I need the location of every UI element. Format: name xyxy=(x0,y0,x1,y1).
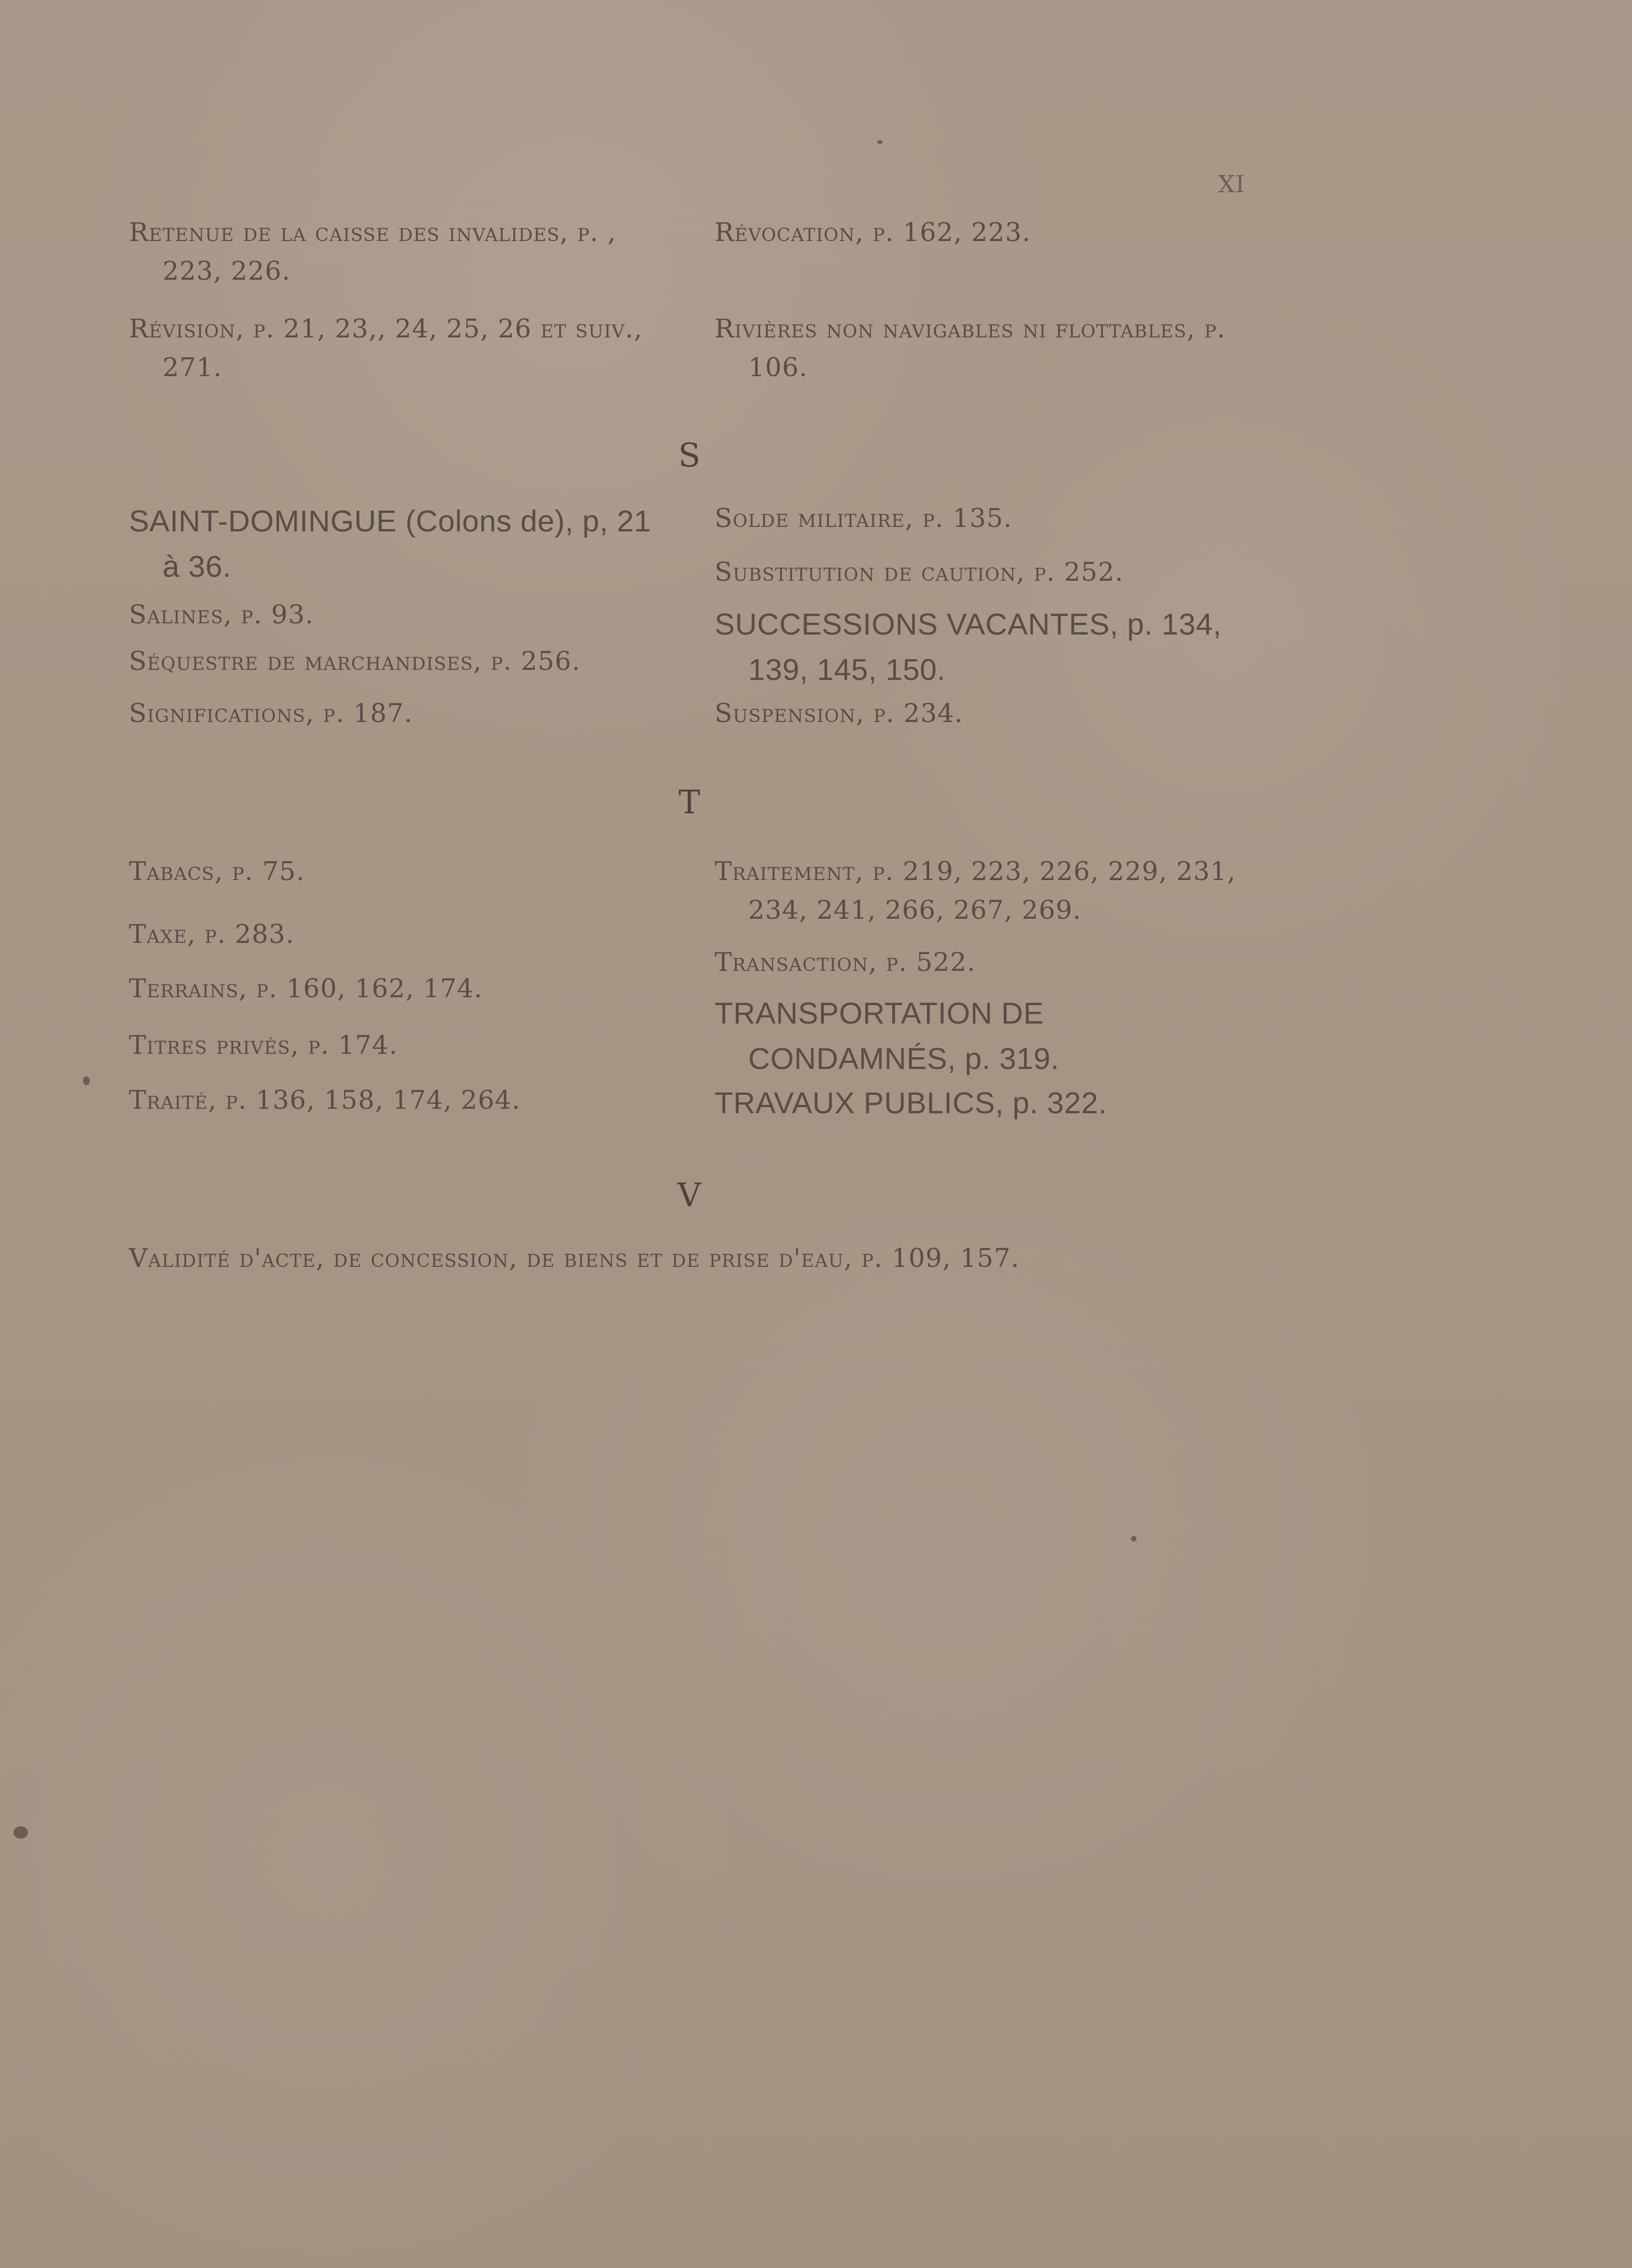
index-entry: Traitement, p. 219, 223, 226, 229, 231, 234, 241, 266, 267, 269. xyxy=(715,856,1236,925)
speck xyxy=(1131,1536,1137,1542)
index-entry: Solde militaire, p. 135. xyxy=(715,503,1013,533)
speck xyxy=(877,140,883,144)
index-entry: Taxe, p. 283. xyxy=(129,919,295,949)
index-entry: Révocation, p. 162, 223. xyxy=(715,217,1031,247)
index-entry: Significations, p. 187. xyxy=(129,698,413,728)
index-entry: Terrains, p. 160, 162, 174. xyxy=(129,973,483,1003)
section-letter: V xyxy=(678,1176,701,1214)
index-entry: Séquestre de marchandises, p. 256. xyxy=(129,646,581,676)
page-number: XI xyxy=(1218,170,1245,198)
index-entry: Révision, p. 21, 23,, 24, 25, 26 et suiv., 271. xyxy=(129,313,643,382)
index-entry: SAINT-DOMINGUE (Colons de), p, 21 à 36. xyxy=(129,504,651,584)
index-entry: TRAVAUX PUBLICS, p. 322. xyxy=(715,1086,1107,1120)
index-entry: Substitution de caution, p. 252. xyxy=(715,557,1124,587)
index-entry: Transaction, p. 522. xyxy=(715,947,976,977)
speck xyxy=(83,1076,90,1085)
index-entry: Rivières non navigables ni flottables, p. 106. xyxy=(715,313,1226,382)
section-letter: S xyxy=(678,436,701,474)
index-entry: Retenue de la caisse des invalides, p. , 223, 226. xyxy=(129,217,616,286)
index-entry: Tabacs, p. 75. xyxy=(129,856,305,886)
index-entry: SUCCESSIONS VACANTES, p. 134, 139, 145, 150. xyxy=(715,608,1222,687)
index-entry: Suspension, p. 234. xyxy=(715,698,963,728)
section-letter: T xyxy=(678,783,701,821)
index-entry: Salines, p. 93. xyxy=(129,599,314,630)
index-entry: Traité, p. 136, 158, 174, 264. xyxy=(129,1085,521,1115)
index-entry: Titres privés, p. 174. xyxy=(129,1030,398,1060)
index-entry: Validité d'acte, de concession, de biens et de prise d'eau, p. 109, 157. xyxy=(129,1243,1020,1273)
speck xyxy=(13,1826,28,1839)
index-entry: TRANSPORTATION DE CONDAMNÉS, p. 319. xyxy=(715,997,1060,1076)
